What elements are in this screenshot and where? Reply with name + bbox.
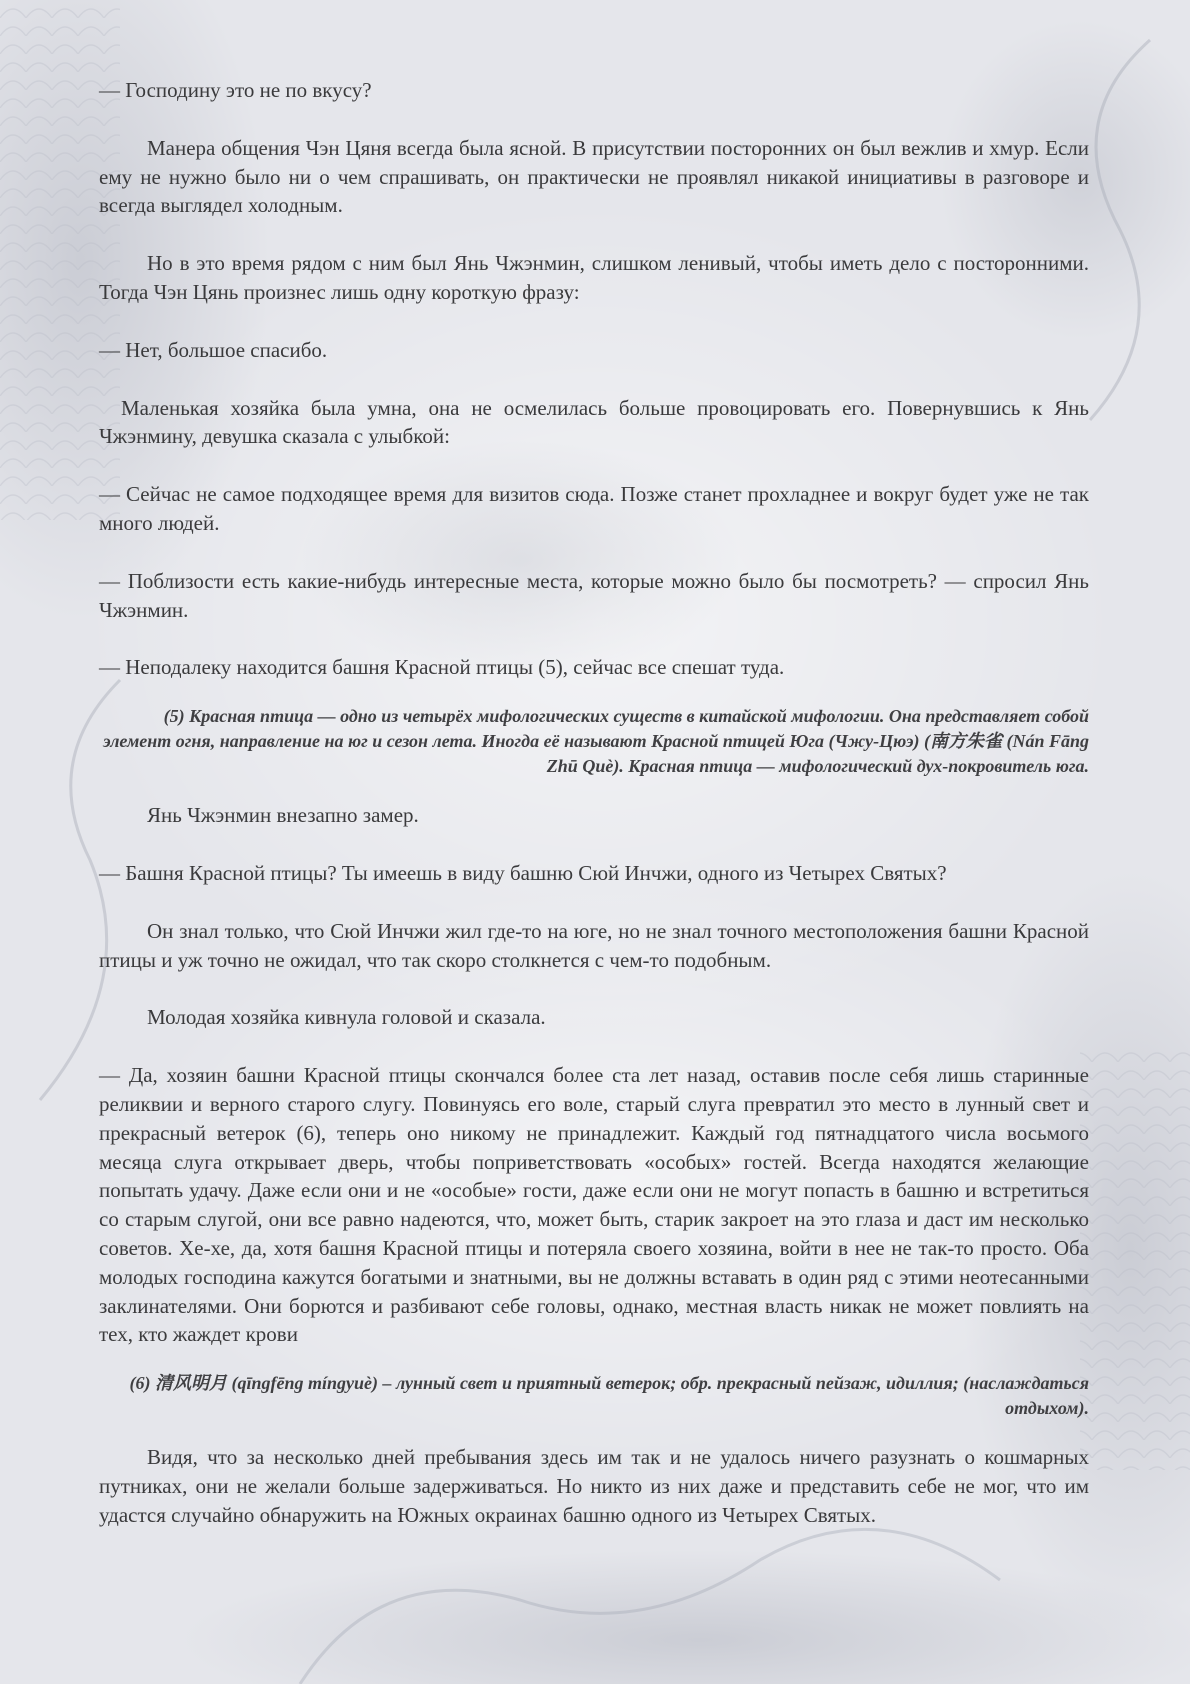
narrative-paragraph: Но в это время рядом с ним был Янь Чжэнмин, слишком ленивый, чтобы иметь дело с посторонними. Тогда Чэн Цянь произнес лишь одну короткую фразу: bbox=[99, 251, 1089, 304]
footnote: (5) Красная птица — одно из четырёх мифологических существ в китайской мифологии. Она представляет собой элемент огня, направление на юг и сезон лета. Иногда её называют Красной птицей Юга (Чжу-Цюэ) (南方朱雀 (Nán Fāng Zhū Què). Красная птица — мифологический дух-покровитель юга. bbox=[103, 706, 1089, 777]
document-page bbox=[99, 76, 1089, 1530]
dialogue-line: — Неподалеку находится башня Красной птицы (5), сейчас все спешат туда. bbox=[99, 655, 785, 680]
narrative-paragraph: Он знал только, что Сюй Инчжи жил где-то на юге, но не знал точного местоположения башни Красной птицы и уж точно не ожидал, что так скоро столкнется с чем-то подобным. bbox=[99, 918, 1089, 972]
dialogue-paragraph: — Да, хозяин башни Красной птицы скончался более ста лет назад, оставив после себя лишь старинные реликвии и верного старого слугу. Повинуясь его воле, старый слуга превратил это место в лунный свет и прекрасный ветерок (6), теперь оно никому не принадлежит. Каждый год пятнадцатого числа восьмого месяца слуга открывает дверь, чтобы поприветствовать «особых» гостей. Всегда находятся желающие попытать удачу. Даже если они и не «особые» гости, даже если они не могут попасть в башню и встретиться со старым слугой, они все равно надеются, что, может быть, старик закроет на это глаза и даст им несколько советов. Хе-хе, да, хотя башня Красной птицы и потеряла своего хозяина, войти в нее не так-то просто. Оба молодых господина кажутся богатыми и знатными, вы не должны вставать в один ряд с этими неотесанными заклинателями. Они борются и разбивают себе головы, однако, местная власть никак не может повлиять на тех, кто жаждет крови bbox=[99, 1063, 1089, 1347]
narrative-paragraph: Видя, что за несколько дней пребывания здесь им так и не удалось ничего разузнать о кошмарных путниках, они не желали больше задерживаться. Но никто из них даже и представить себе не мог, что им удастся случайно обнаружить на Южных окраинах башню одного из Четырех Святых. bbox=[99, 1445, 1089, 1527]
narrative-paragraph: Молодая хозяйка кивнула головой и сказала. bbox=[147, 1005, 546, 1030]
narrative-paragraph: Манера общения Чэн Цяня всегда была ясной. В присутствии посторонних он был вежлив и хмур. Если ему не нужно было ни о чем спрашивать, он практически не проявлял никакой инициативы в разговоре и всегда выглядел холодным. bbox=[99, 135, 1089, 218]
dialogue-line: — Нет, большое спасибо. bbox=[99, 337, 328, 362]
narrative-paragraph: Маленькая хозяйка была умна, она не осмелилась больше провоцировать его. Повернувшись к Янь Чжэнмину, девушка сказала с улыбкой: bbox=[99, 395, 1089, 449]
dialogue-line: — Поблизости есть какие-нибудь интересные места, которые можно было бы посмотреть? — спросил Янь Чжэнмин. bbox=[99, 568, 1089, 622]
dialogue-line: — Господину это не по вкусу? bbox=[99, 78, 372, 102]
footnote: (6) 清风明月 (qīngfēng míngyuè) – лунный свет и приятный ветерок; обр. прекрасный пейзаж, идиллия; (наслаждаться отдыхом). bbox=[129, 1373, 1089, 1419]
dialogue-line: — Сейчас не самое подходящее время для визитов сюда. Позже станет прохладнее и вокруг будет уже не так много людей. bbox=[99, 482, 1089, 535]
narrative-paragraph: Янь Чжэнмин внезапно замер. bbox=[147, 803, 419, 828]
dialogue-line: — Башня Красной птицы? Ты имеешь в виду башню Сюй Инчжи, одного из Четырех Святых? bbox=[99, 860, 947, 885]
